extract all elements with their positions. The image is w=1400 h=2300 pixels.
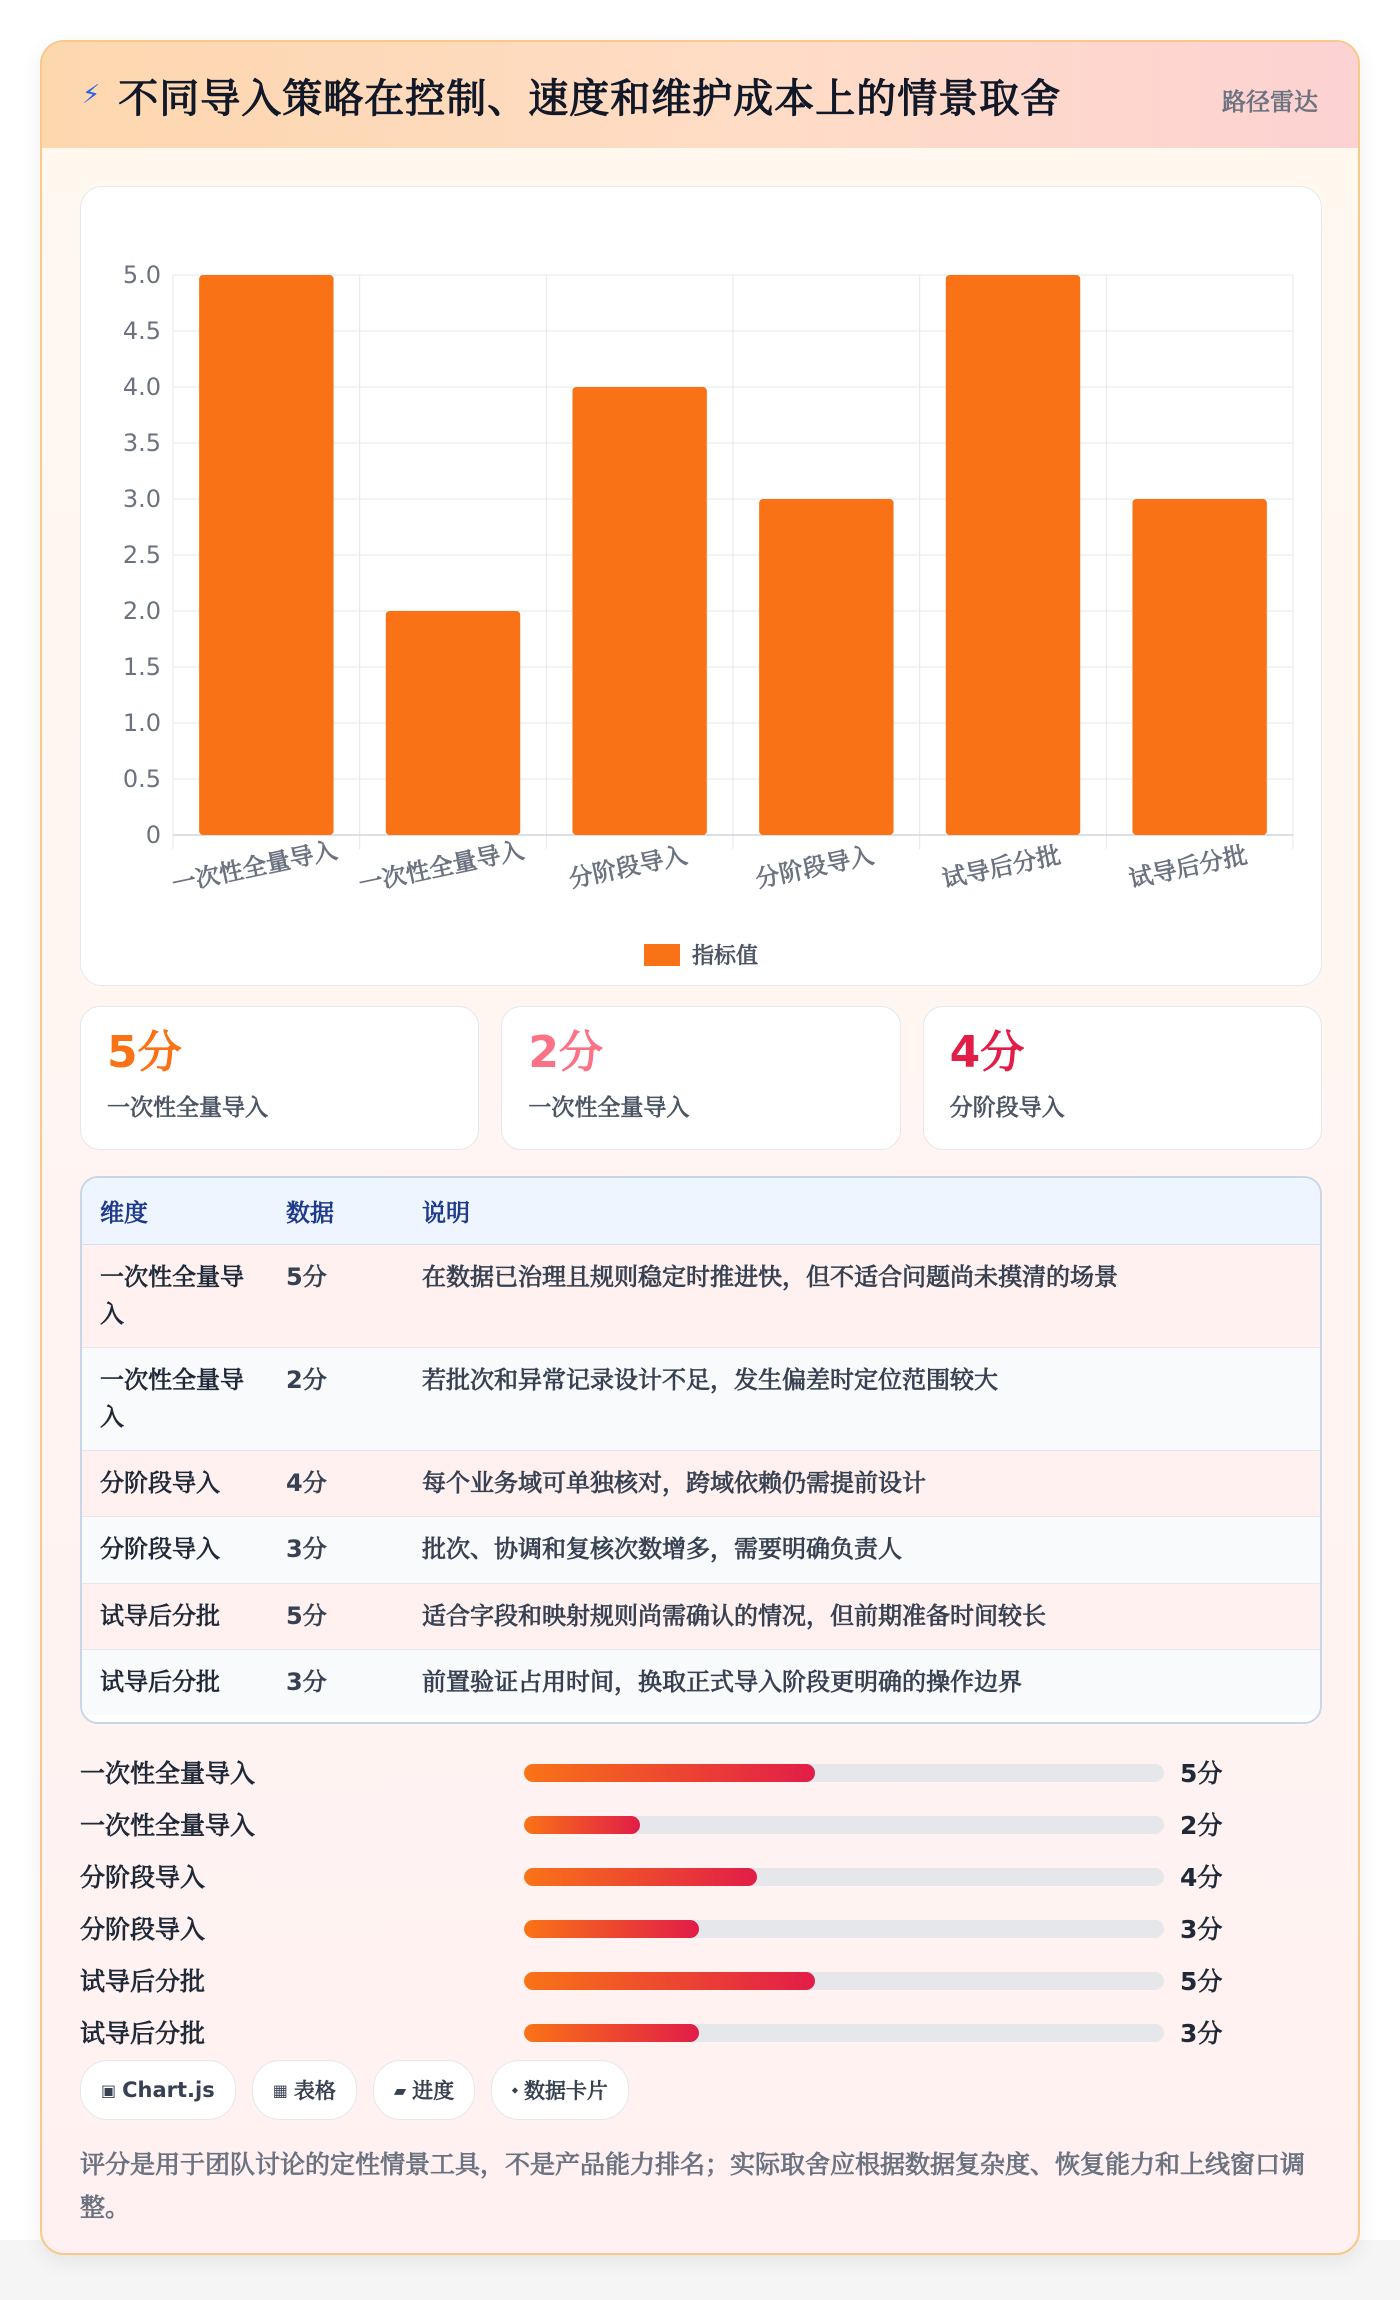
y-tick-label: 2.0 (122, 597, 161, 625)
column-header: 说明 (404, 1178, 1320, 1244)
bar (386, 611, 520, 835)
progress-track (524, 1868, 1164, 1886)
progress-row (80, 1848, 1322, 1900)
stat-card (80, 1006, 479, 1150)
progress-track (524, 1920, 1164, 1938)
progress-fill (524, 1972, 815, 1990)
progress-row (80, 1900, 1322, 1952)
cell-dimension: 试导后分批 (82, 1649, 268, 1715)
cell-dimension: 一次性全量导入 (82, 1347, 268, 1450)
progress-track (524, 1816, 1164, 1834)
tag-list (80, 2060, 629, 2120)
cell-score: 5分 (268, 1244, 404, 1347)
x-tick-label: 分阶段导入 (753, 841, 877, 894)
table-row (82, 1649, 1320, 1715)
cell-note: 若批次和异常记录设计不足，发生偏差时定位范围较大 (404, 1347, 1320, 1450)
x-tick-label: 一次性全量导入 (356, 836, 527, 899)
cell-score: 5分 (268, 1583, 404, 1649)
progress-fill (524, 1816, 640, 1834)
bar (572, 387, 706, 835)
progress-label: 试导后分批 (80, 1967, 206, 1996)
x-tick-label: 试导后分批 (939, 841, 1063, 894)
cell-dimension: 试导后分批 (82, 1583, 268, 1649)
tag-table[interactable] (252, 2060, 357, 2120)
table-row (82, 1244, 1320, 1347)
table-icon: ▦ (272, 2080, 288, 2100)
tag-label: 数据卡片 (523, 2079, 608, 2103)
bolt-icon: ⚡ (82, 80, 101, 110)
progress-value: 5分 (1180, 1759, 1223, 1788)
y-tick-label: 5.0 (122, 261, 161, 289)
table-row (82, 1347, 1320, 1450)
progress-track (524, 1972, 1164, 1990)
tag-progress[interactable] (373, 2060, 475, 2120)
progress-icon: ▰ (393, 2080, 407, 2100)
stat-label: 分阶段导入 (949, 1095, 1065, 1121)
x-tick-label: 试导后分批 (1126, 841, 1250, 894)
y-tick-label: 4.0 (122, 373, 161, 401)
progress-fill (524, 2024, 699, 2042)
progress-list (80, 1744, 1322, 2056)
y-tick-label: 1.0 (122, 709, 161, 737)
stat-value: 5分 (107, 1027, 182, 1078)
data-table (80, 1176, 1322, 1724)
progress-value: 3分 (1180, 1915, 1223, 1944)
bar (1132, 499, 1266, 835)
header-badge: 路径雷达 (1222, 88, 1318, 116)
progress-label: 分阶段导入 (80, 1915, 206, 1944)
y-tick-label: 3.5 (122, 429, 161, 457)
progress-row (80, 2004, 1322, 2056)
progress-track (524, 2024, 1164, 2042)
progress-value: 2分 (1180, 1811, 1223, 1840)
y-tick-label: 2.5 (122, 541, 161, 569)
cell-score: 4分 (268, 1451, 404, 1517)
stat-label: 一次性全量导入 (107, 1095, 268, 1121)
x-tick-label: 一次性全量导入 (169, 836, 340, 899)
legend-label: 指标值 (691, 944, 758, 969)
progress-label: 一次性全量导入 (80, 1811, 256, 1840)
progress-fill (524, 1868, 757, 1886)
column-header: 数据 (268, 1178, 404, 1244)
chart-icon: ▣ (101, 2080, 117, 2100)
cell-dimension: 分阶段导入 (82, 1517, 268, 1583)
cell-note: 适合字段和映射规则尚需确认的情况，但前期准备时间较长 (404, 1583, 1320, 1649)
stat-card (923, 1006, 1322, 1150)
stat-cards (80, 1006, 1322, 1150)
stat-value: 4分 (949, 1027, 1025, 1078)
stat-label: 一次性全量导入 (528, 1095, 690, 1121)
cell-note: 每个业务域可单独核对，跨域依赖仍需提前设计 (404, 1451, 1320, 1517)
y-tick-label: 0.5 (122, 765, 161, 793)
tag-label: 进度 (412, 2079, 455, 2103)
progress-row (80, 1744, 1322, 1796)
tag-label: Chart.js (122, 2078, 215, 2102)
bar-chart-panel (80, 186, 1322, 986)
column-header: 维度 (82, 1178, 268, 1244)
stat-value: 2分 (528, 1027, 603, 1078)
progress-row (80, 1796, 1322, 1848)
tag-label: 表格 (293, 2079, 336, 2103)
diamond-icon: ⬩ (512, 2080, 518, 2099)
y-tick-label: 3.0 (122, 485, 161, 513)
x-tick-label: 分阶段导入 (566, 841, 690, 894)
progress-fill (524, 1920, 699, 1938)
progress-label: 一次性全量导入 (80, 1759, 256, 1788)
card-header (42, 42, 1358, 148)
progress-value: 4分 (1180, 1863, 1223, 1892)
cell-note: 批次、协调和复核次数增多，需要明确负责人 (404, 1517, 1320, 1583)
cell-dimension: 分阶段导入 (82, 1451, 268, 1517)
footnote: 评分是用于团队讨论的定性情景工具，不是产品能力排名；实际取舍应根据数据复杂度、恢复能力和上线窗口调整。 (80, 2150, 1306, 2222)
cell-dimension: 一次性全量导入 (82, 1244, 268, 1347)
y-tick-label: 1.5 (122, 653, 161, 681)
y-tick-label: 4.5 (122, 317, 161, 345)
progress-row (80, 1952, 1322, 2004)
table-row (82, 1517, 1320, 1583)
cell-note: 前置验证占用时间，换取正式导入阶段更明确的操作边界 (404, 1649, 1320, 1715)
table-row (82, 1451, 1320, 1517)
chart-legend[interactable] (81, 939, 1321, 970)
bar-chart (81, 187, 1323, 927)
cell-score: 3分 (268, 1517, 404, 1583)
main-card (40, 40, 1360, 2255)
progress-value: 5分 (1180, 1967, 1223, 1996)
progress-label: 分阶段导入 (80, 1863, 206, 1892)
table-row (82, 1583, 1320, 1649)
cell-note: 在数据已治理且规则稳定时推进快，但不适合问题尚未摸清的场景 (404, 1244, 1320, 1347)
progress-label: 试导后分批 (80, 2019, 206, 2048)
cell-score: 2分 (268, 1347, 404, 1450)
tag-chartjs[interactable] (80, 2060, 236, 2120)
progress-value: 3分 (1180, 2019, 1223, 2048)
bar (199, 275, 333, 835)
progress-fill (524, 1764, 815, 1782)
y-tick-label: 0 (145, 821, 161, 849)
progress-track (524, 1764, 1164, 1782)
tag-data-cards[interactable] (491, 2060, 629, 2120)
cell-score: 3分 (268, 1649, 404, 1715)
page-title: 不同导入策略在控制、速度和维护成本上的情景取舍 (118, 75, 1062, 122)
legend-swatch (644, 944, 680, 966)
table-header-row (82, 1178, 1320, 1244)
stat-card (501, 1006, 900, 1150)
bar (759, 499, 893, 835)
bar (946, 275, 1080, 835)
